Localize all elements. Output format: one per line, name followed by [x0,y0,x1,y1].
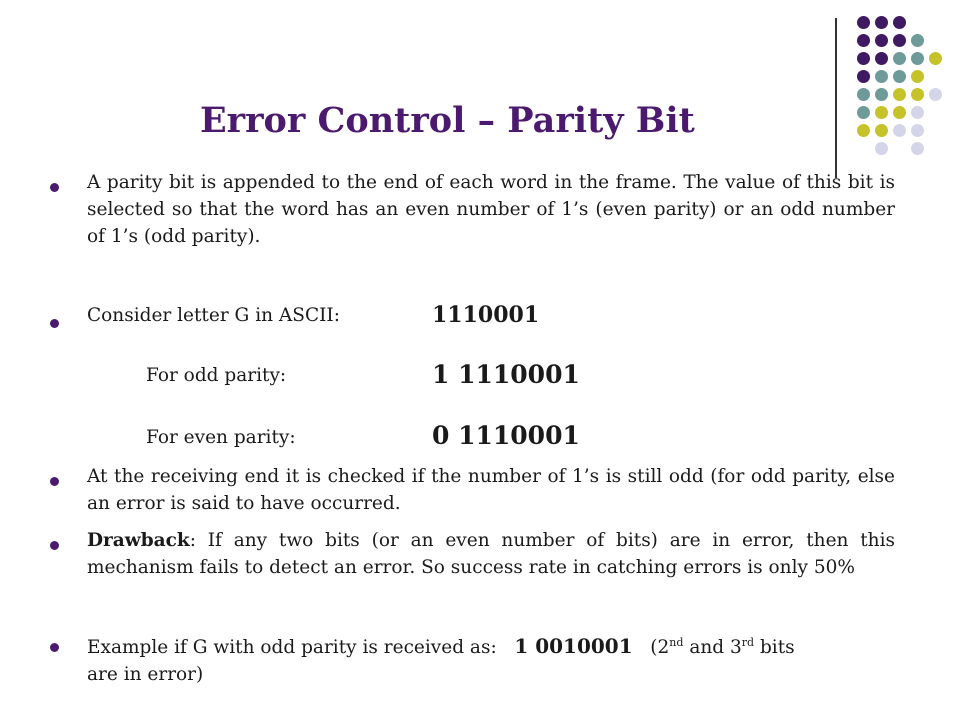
bullet-drawback [87,527,895,581]
example-line2: are in error) [87,664,204,686]
slide-title: Error Control – Parity Bit [200,100,695,141]
odd-parity-bits: 1 1110001 [432,360,580,389]
sup-rd: rd [741,636,755,649]
bullet-receiving-end: At the receiving end it is checked if the number of 1’s is still odd (for odd parity, else an error is said to have occurred. [87,466,895,514]
ascii-g-bits: 1110001 [432,302,540,328]
sup-nd: nd [669,636,684,649]
example-prefix: Example if G with odd parity is received as: [87,637,497,659]
even-parity-label: For even parity: [146,427,296,448]
consider-letter-g-label: Consider letter G in ASCII: [87,305,340,326]
example-tail: bits [754,637,795,659]
bullet-dot [50,643,59,652]
bullet-dot [50,477,59,486]
drawback-label: Drawback [87,530,190,551]
bullet-dot [50,541,59,550]
drawback-text: : If any two bits (or an even number of bits) are in error, then this mechanism fails to detect an error. So success rate in catching errors is only 50% [87,530,895,578]
bullet-parity-definition: A parity bit is appended to the end of each word in the frame. The value of this bit is selected so that the word has an even number of 1’s (even parity) or an odd number of 1’s (odd parity). [87,172,895,247]
example-bits: 1 0010001 [514,634,633,659]
even-parity-bits: 0 1110001 [432,421,580,450]
bullet-example [87,629,895,688]
bullet-dot [50,183,59,192]
bullet-dot [50,319,59,328]
example-paren-open: (2 [650,637,670,659]
odd-parity-label: For odd parity: [146,365,287,386]
example-mid: and 3 [683,637,742,659]
